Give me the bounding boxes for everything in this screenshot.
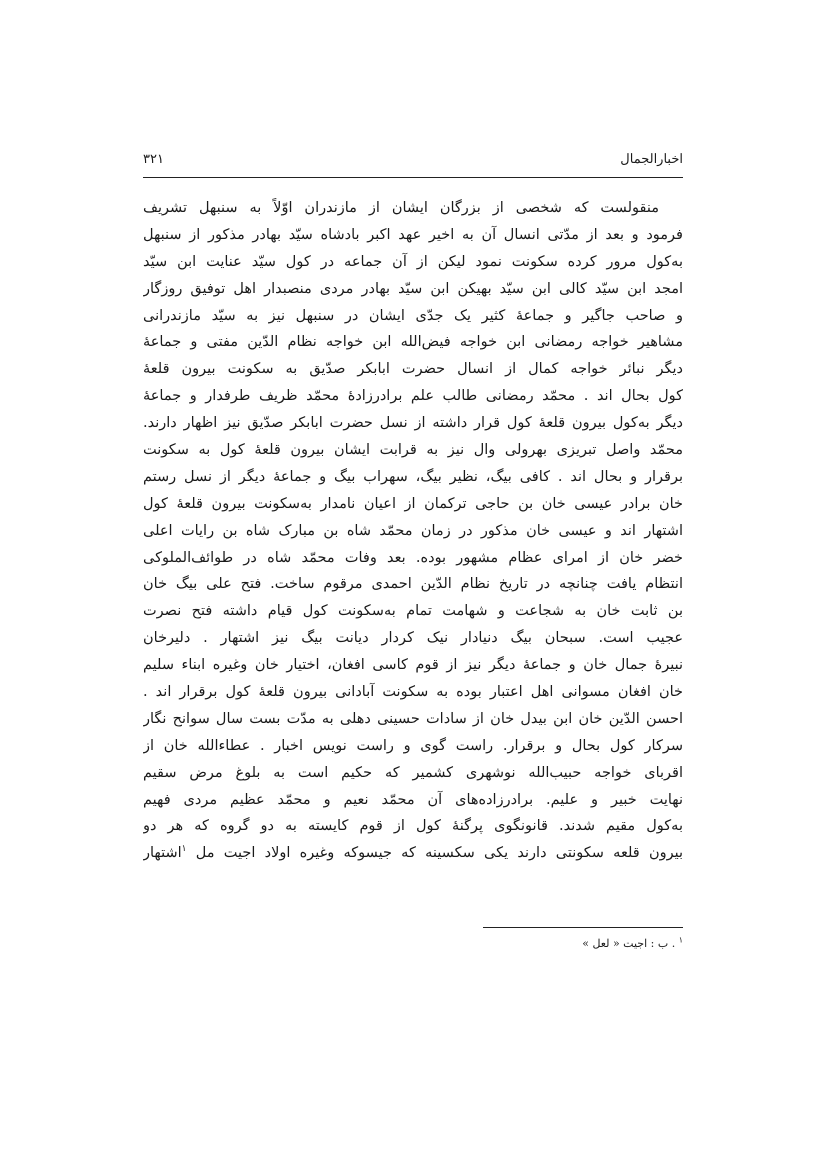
text-line: و صاحب جاگیر و جماعهٔ کثیر یک جدّی ایشان در سنبهل نیز به سیّد مازندرانی [143, 307, 683, 324]
text-line: عجیب است. سبحان بیگ دنیادار نیک کردار دیانت بیگ نیز اشتهار . دلیرخان [143, 630, 683, 647]
text-line: به‌کول مرور کرده سکونت نمود لیکن از آن جماعه در کول سیّد عنایت ابن سیّد [143, 253, 683, 270]
footnote-text: . ب : اجیت « لعل » [582, 937, 676, 950]
text-line: محمّد واصل تبریزی بهرولی وال نیز به قرابت ایشان بیرون قلعهٔ کول به سکونت [143, 442, 683, 459]
footnote-rule [483, 927, 683, 928]
text-line-content: بیرون قلعه سکونتی دارند یکی سکسینه که جیسوکه وغیره اولاد اجیت مل [195, 845, 683, 862]
body-text [143, 195, 683, 867]
text-line: دیگر نبائر خواجه کمال از انسال حضرت ابابکر صدّیق به سکونت بیرون قلعهٔ [143, 361, 683, 378]
text-line: سرکار کول بحال و برقرار. راست گوی و راست نویس اخبار . عطاءالله خان از [143, 737, 683, 754]
header-rule [143, 177, 683, 178]
footnote [143, 936, 683, 952]
text-line-tail: اشتهار [143, 845, 182, 862]
text-line: اشتهار اند و عیسی خان مذکور در زمان محمّد شاه بن مبارک شاه بن رایات اعلی [143, 522, 683, 539]
text-line: برقرار و بحال اند . کافی بیگ، نظیر بیگ، سهراب بیگ و جماعهٔ دیگر از نسل رستم [143, 468, 683, 485]
text-line: امجد ابن سیّد کالی ابن سیّد بهیکن ابن سیّد بهادر مردی منصبدار اهل توفیق روزگار [143, 280, 683, 297]
footnote-reference: ۱ [181, 844, 187, 855]
text-line: خضر خان از امرای عظام مشهور بوده. بعد وفات محمّد شاه در طوائف‌الملوکی [143, 549, 683, 566]
text-line: انتظام یافت چنانچه در تاریخ نظام الدّین احمدی مرقوم ساخت. فتح علی بیگ خان [143, 576, 683, 593]
text-line: به‌کول مقیم شدند. قانونگوی پرگنهٔ کول از قوم کایسته به دو گروه که هر دو [143, 818, 683, 835]
footnote-marker: ۱ [678, 935, 683, 945]
text-line: اقربای خواجه حبیب‌الله نوشهری کشمیر که حکیم است به بلوغ مرض سقیم [143, 764, 683, 781]
page-number: ۳۲۱ [143, 152, 164, 167]
text-line: بن ثابت خان به شجاعت و شهامت تمام به‌سکونت کول قیام داشته فتح نصرت [143, 603, 683, 620]
text-line: منقولست که شخصی از بزرگان ایشان از مازندران اوّلاً به سنبهل تشریف [143, 200, 659, 216]
text-line: فرمود و بعد از مدّتی انسال آن به اخیر عهد اکبر بادشاه سیّد بهادر مذکور از سنبهل [143, 226, 683, 243]
text-line: نهایت خبیر و علیم. برادرزاده‌های آن محمّد نعیم و محمّد عظیم مردی فهیم [143, 791, 683, 808]
text-line: احسن الدّین خان ابن بیدل خان از سادات حسینی دهلی به مدّت بست سال سوانح نگار [143, 710, 683, 727]
running-title: اخبارالجمال [620, 152, 683, 167]
text-line-last [143, 840, 683, 867]
running-header [143, 150, 683, 176]
text-line: خان برادر عیسی خان بن حاجی ترکمان از اعیان نامدار به‌سکونت بیرون قلعهٔ کول [143, 495, 683, 512]
text-line: خان افغان مسوانی اهل اعتبار بوده به سکونت آبادانی بیرون قلعهٔ کول برقرار اند . [143, 684, 683, 701]
text-line: مشاهیر خواجه رمضانی ابن خواجه فیض‌الله ابن خواجه نظام الدّین مفتی و جماعهٔ [143, 334, 683, 351]
text-line: دیگر به‌کول بیرون قلعهٔ کول قرار داشته از نسل حضرت ابابکر صدّیق نیز اظهار دارند. [143, 415, 683, 432]
text-line: نبیرهٔ جمال خان و جماعهٔ دیگر نیز از قوم کاسی افغان، اختیار خان وغیره ابناء سلیم [143, 657, 683, 674]
text-line: کول بحال اند . محمّد رمضانی طالب علم برادرزادهٔ محمّد ظریف طرفدار و جماعهٔ [143, 388, 683, 405]
